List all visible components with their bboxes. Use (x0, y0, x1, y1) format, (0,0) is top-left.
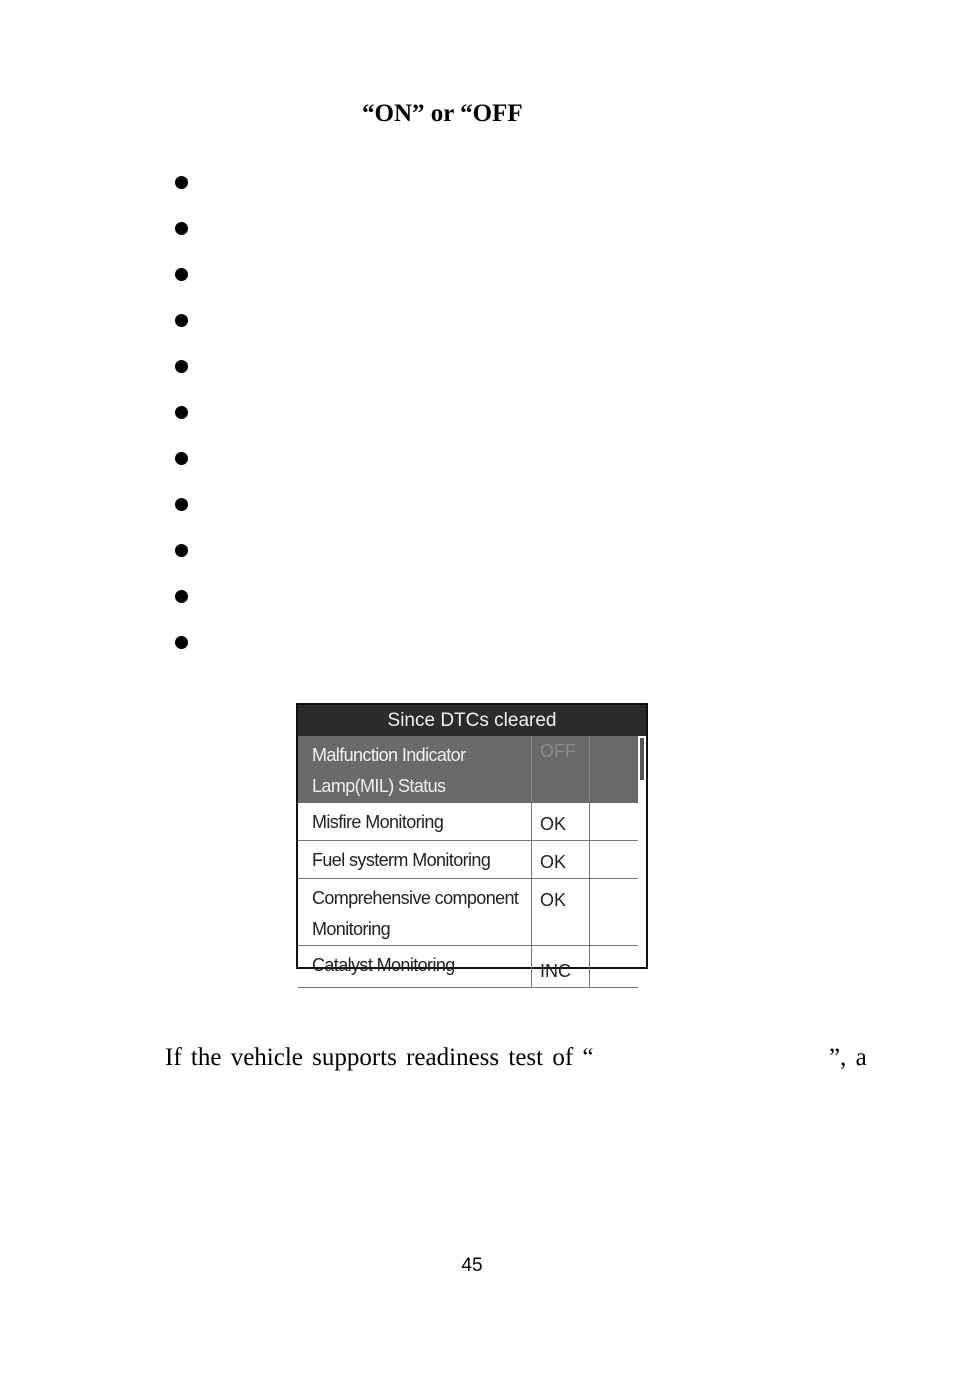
label-line: Misfire Monitoring (312, 812, 444, 832)
readiness-row-value: INC (532, 946, 590, 987)
bullet-dot-icon (175, 498, 188, 511)
readiness-row-value: OK (532, 879, 590, 945)
bullet-dot-icon (175, 590, 188, 603)
scrollbar[interactable] (640, 738, 644, 780)
readiness-list (298, 736, 646, 988)
readiness-row-extra-cell (590, 879, 638, 945)
readiness-row-value: OK (532, 841, 590, 878)
bullet-list (172, 168, 192, 674)
readiness-row-label (298, 803, 532, 840)
bullet-item (172, 168, 192, 214)
readiness-row-label (298, 879, 532, 945)
body-paragraph (165, 1044, 873, 1072)
bullet-item (172, 628, 192, 674)
label-line: Comprehensive component (312, 888, 519, 908)
readiness-row-extra-cell (590, 841, 638, 878)
page-number: 45 (461, 1255, 483, 1276)
readiness-row-label (298, 946, 532, 987)
section-heading: “ON” or “OFF (362, 100, 523, 127)
bullet-dot-icon (175, 314, 188, 327)
readiness-row-label (298, 736, 532, 802)
readiness-row-catalyst[interactable] (298, 946, 638, 988)
bullet-item (172, 306, 192, 352)
label-line: Catalyst Monitoring (312, 955, 455, 975)
bullet-item (172, 582, 192, 628)
bullet-dot-icon (175, 176, 188, 189)
readiness-row-mil-status[interactable] (298, 736, 638, 803)
readiness-row-misfire[interactable] (298, 803, 638, 841)
bullet-item (172, 214, 192, 260)
bullet-item (172, 444, 192, 490)
readiness-row-fuel-system[interactable] (298, 841, 638, 879)
device-screen (296, 703, 648, 981)
bullet-dot-icon (175, 406, 188, 419)
bullet-item (172, 490, 192, 536)
label-line: Fuel systerm Monitoring (312, 850, 491, 870)
readiness-row-extra-cell (590, 736, 638, 802)
label-line: Lamp(MIL) Status (312, 776, 446, 796)
readiness-row-extra-cell (590, 946, 638, 987)
readiness-row-extra-cell (590, 803, 638, 840)
bullet-item (172, 398, 192, 444)
paragraph-text-after: ”, a (829, 1044, 867, 1071)
bullet-dot-icon (175, 636, 188, 649)
bullet-item (172, 260, 192, 306)
bullet-item (172, 536, 192, 582)
bullet-dot-icon (175, 544, 188, 557)
bullet-dot-icon (175, 452, 188, 465)
device-screen-title: Since DTCs cleared (298, 705, 646, 736)
bullet-dot-icon (175, 222, 188, 235)
readiness-row-value: OK (532, 803, 590, 840)
label-line: Malfunction Indicator (312, 745, 466, 765)
label-line: Monitoring (312, 919, 391, 939)
bullet-dot-icon (175, 268, 188, 281)
readiness-row-label (298, 841, 532, 878)
bullet-dot-icon (175, 360, 188, 373)
readiness-row-comprehensive-component[interactable] (298, 879, 638, 946)
readiness-row-value: OFF (532, 736, 590, 802)
paragraph-text-before: If the vehicle supports readiness test of “ (165, 1044, 594, 1071)
bullet-item (172, 352, 192, 398)
